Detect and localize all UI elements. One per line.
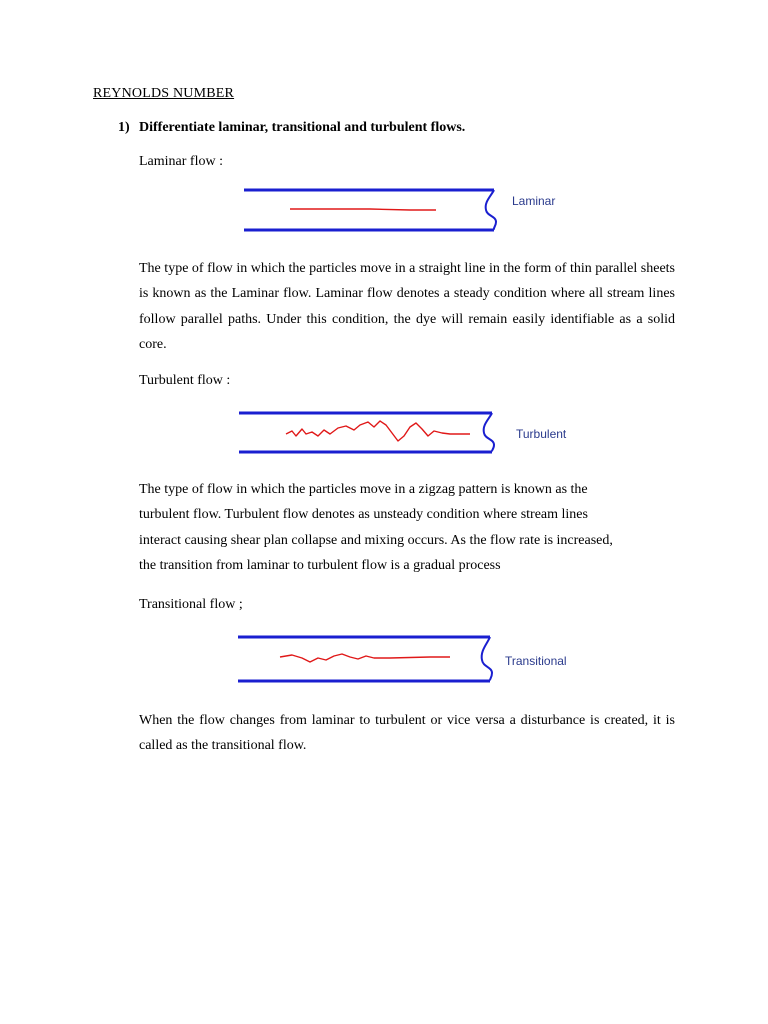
pipe-cut-end [486, 190, 496, 230]
turbulent-description-line: The type of flow in which the particles move in a zigzag pattern is known as the [139, 482, 588, 497]
laminar-flow-svg [230, 180, 590, 240]
transitional-description: When the flow changes from laminar to turbulent or vice versa a disturbance is created, it is called as the transitional flow. [139, 713, 675, 754]
turbulent-description [139, 477, 675, 578]
turbulent-flow-svg [230, 403, 590, 463]
transitional-flow-diagram [230, 627, 590, 687]
dye-streak [290, 209, 436, 210]
question-number: 1) [118, 120, 130, 135]
turbulent-description-line: interact causing shear plan collapse and mixing occurs. As the flow rate is increased, [139, 532, 613, 548]
laminar-flow-diagram [230, 180, 590, 240]
pipe-cut-end [484, 413, 494, 452]
page-title: REYNOLDS NUMBER [93, 86, 235, 101]
transitional-flow-label: Transitional flow ; [139, 597, 243, 612]
transitional-flow-svg [230, 627, 590, 687]
dye-streak [286, 421, 470, 441]
transitional-figure-label: Transitional [505, 654, 567, 668]
laminar-flow-label: Laminar flow : [139, 154, 223, 169]
question-text: Differentiate laminar, transitional and turbulent flows. [139, 120, 466, 135]
laminar-figure-label: Laminar [512, 194, 556, 208]
turbulent-description-line: the transition from laminar to turbulent flow is a gradual process [139, 557, 501, 573]
turbulent-description-line: turbulent flow. Turbulent flow denotes as unsteady condition where stream lines [139, 507, 588, 523]
turbulent-flow-diagram [230, 403, 590, 463]
turbulent-figure-label: Turbulent [516, 427, 567, 441]
turbulent-flow-label: Turbulent flow : [139, 373, 231, 388]
question-heading [118, 120, 465, 136]
pipe-cut-end [482, 637, 492, 681]
laminar-description: The type of flow in which the particles move in a straight line in the form of thin parallel sheets is known as the Laminar flow. Laminar flow denotes a steady condition where all stream lines follow parallel paths. Under this condition, the dye will remain easily identifiable as a solid core. [139, 261, 675, 352]
dye-streak [280, 654, 450, 662]
